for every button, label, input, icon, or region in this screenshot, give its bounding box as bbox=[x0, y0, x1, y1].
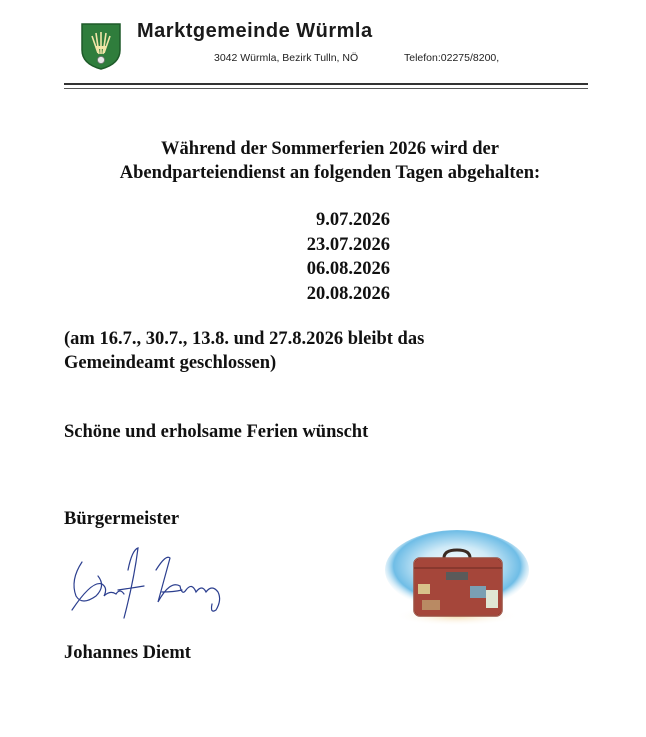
intro-line-1: Während der Sommerferien 2026 wird der bbox=[161, 139, 499, 159]
date-item: 06.08.2026 bbox=[306, 259, 390, 279]
header-divider bbox=[64, 83, 588, 85]
signer-role: Bürgermeister bbox=[64, 509, 180, 529]
municipal-crest-icon bbox=[80, 22, 122, 70]
address: 3042 Würmla, Bezirk Tulln, NÖ bbox=[214, 52, 359, 64]
signer-name: Johannes Diemt bbox=[64, 643, 191, 663]
date-item: 23.07.2026 bbox=[306, 234, 390, 255]
note-line-2: Gemeindeamt geschlossen) bbox=[64, 353, 277, 373]
notice-intro bbox=[60, 137, 600, 185]
intro-line-2: Abendparteiendienst an folgenden Tagen abgehalten: bbox=[119, 163, 541, 183]
handwritten-signature bbox=[62, 540, 242, 625]
phone-number: Telefon:02275/8200, bbox=[404, 52, 500, 64]
header-divider-thin bbox=[64, 88, 588, 89]
date-item: 20.08.2026 bbox=[306, 283, 390, 304]
holiday-wish: Schöne und erholsame Ferien wünscht bbox=[64, 422, 369, 442]
dates-list bbox=[250, 208, 390, 306]
suitcase-illustration bbox=[382, 528, 532, 628]
note-line-1: (am 16.7., 30.7., 13.8. und 27.8.2026 bleibt das bbox=[64, 329, 425, 349]
date-item: 9.07.2026 bbox=[316, 210, 390, 230]
organization-name: Marktgemeinde Würmla bbox=[137, 20, 373, 42]
closure-note bbox=[64, 327, 494, 375]
